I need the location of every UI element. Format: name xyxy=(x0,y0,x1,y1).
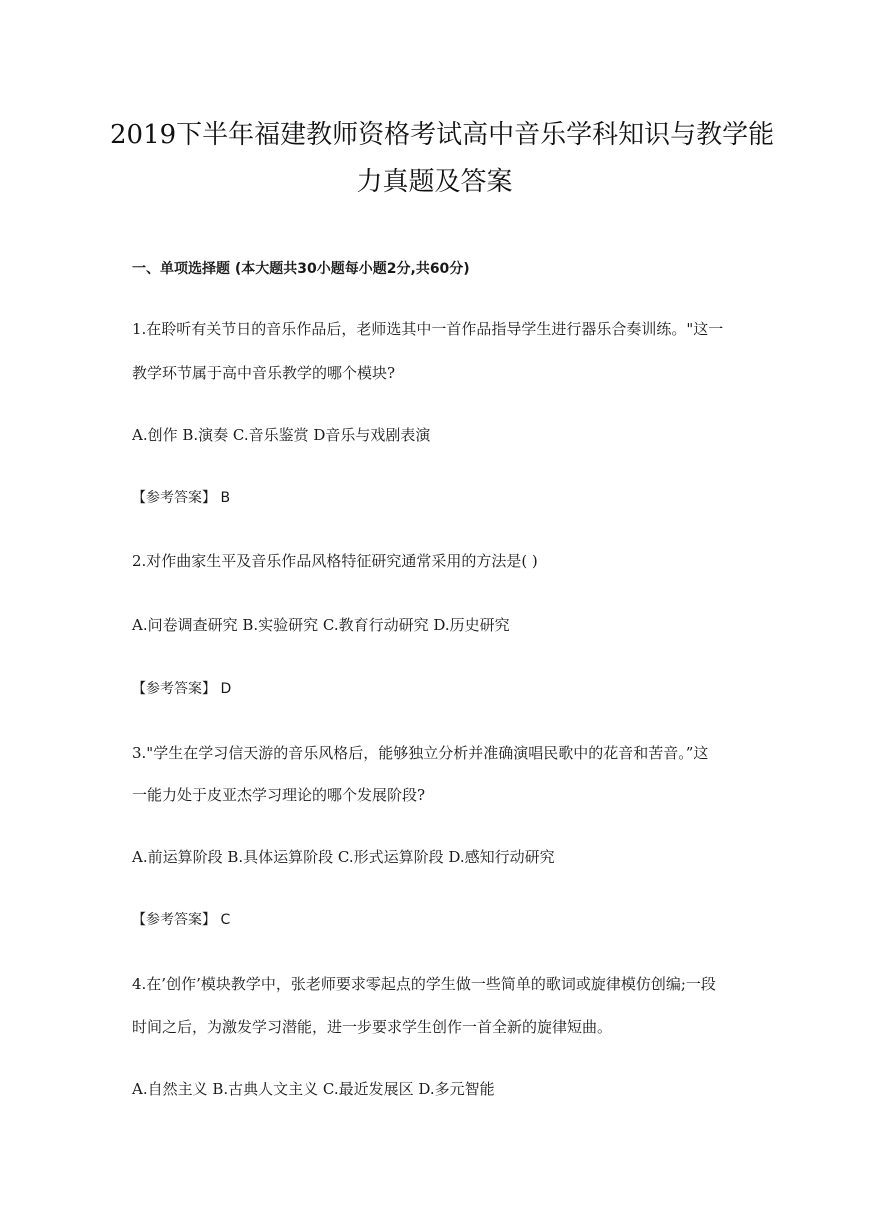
question-3-stem-line1: 3."学生在学习信天游的音乐风格后，能够独立分析并准确演唱民歌中的花音和苦音。”这 xyxy=(132,744,709,762)
question-1-options: A.创作 B.演奏 C.音乐鉴赏 D音乐与戏剧表演 xyxy=(132,426,431,444)
question-4-options: A.自然主义 B.古典人文主义 C.最近发展区 D.多元智能 xyxy=(132,1080,495,1098)
question-1-stem-line2: 教学环节属于高中音乐教学的哪个模块? xyxy=(132,364,396,382)
question-3-answer: 【参考答案】 C xyxy=(132,912,231,928)
question-3-options: A.前运算阶段 B.具体运算阶段 C.形式运算阶段 D.感知行动研究 xyxy=(132,848,555,866)
document-title-line2: 力真题及答案 xyxy=(356,167,513,197)
question-2-answer: 【参考答案】 D xyxy=(132,681,232,697)
question-1-stem-line1: 1.在聆听有关节日的音乐作品后，老师选其中一首作品指导学生进行器乐合奏训练。"这一 xyxy=(132,320,724,338)
document-title-line1: 2019下半年福建教师资格考试高中音乐学科知识与教学能 xyxy=(110,120,775,150)
question-3-stem-line2: 一能力处于皮亚杰学习理论的哪个发展阶段? xyxy=(132,786,426,804)
question-2-options: A.问卷调查研究 B.实验研究 C.教育行动研究 D.历史研究 xyxy=(132,616,510,634)
question-1-answer: 【参考答案】 B xyxy=(132,490,231,506)
section-heading: 一、单项选择题 (本大题共30小题每小题2分,共60分) xyxy=(132,261,470,277)
question-4-stem-line2: 时间之后，为激发学习潜能，进一步要求学生创作一首全新的旋律短曲。 xyxy=(132,1018,613,1036)
question-4-stem-line1: 4.在’创作’模块教学中，张老师要求零起点的学生做一些简单的歌词或旋律模仿创编;一段 xyxy=(132,975,716,993)
question-2-stem-line1: 2.对作曲家生平及音乐作品风格特征研究通常采用的方法是( ) xyxy=(132,552,538,570)
